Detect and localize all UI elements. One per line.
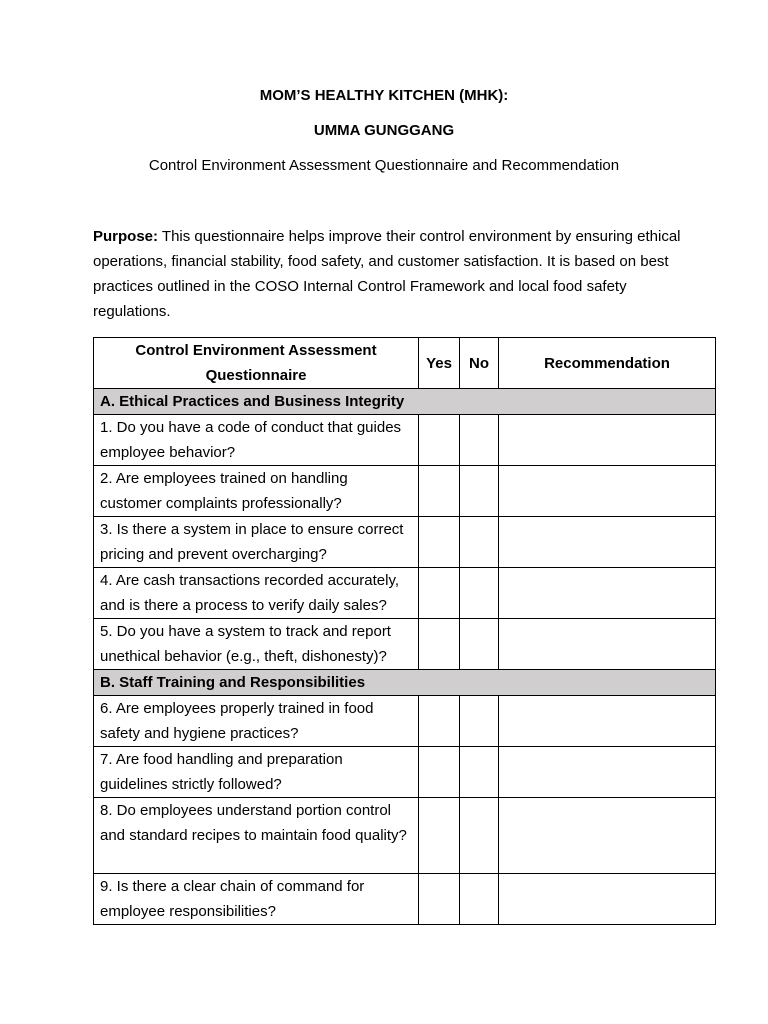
yes-cell[interactable] bbox=[419, 798, 460, 874]
recommendation-cell[interactable] bbox=[499, 747, 716, 798]
no-cell[interactable] bbox=[460, 696, 499, 747]
yes-cell[interactable] bbox=[419, 517, 460, 568]
table-row bbox=[94, 874, 716, 925]
no-cell[interactable] bbox=[460, 415, 499, 466]
question-cell: 5. Do you have a system to track and report unethical behavior (e.g., theft, dishonesty)? bbox=[94, 619, 419, 670]
table-row bbox=[94, 619, 716, 670]
recommendation-cell[interactable] bbox=[499, 874, 716, 925]
recommendation-cell[interactable] bbox=[499, 568, 716, 619]
yes-cell[interactable] bbox=[419, 696, 460, 747]
question-cell: 6. Are employees properly trained in food safety and hygiene practices? bbox=[94, 696, 419, 747]
question-cell: 2. Are employees trained on handling customer complaints professionally? bbox=[94, 466, 419, 517]
table-row bbox=[94, 466, 716, 517]
document-subtitle: Control Environment Assessment Questionnaire and Recommendation bbox=[148, 157, 620, 174]
location-title: UMMA GUNGGANG bbox=[313, 122, 455, 139]
no-cell[interactable] bbox=[460, 747, 499, 798]
purpose-text: This questionnaire helps improve their control environment by ensuring ethical operations, financial stability, food safety, and customer satisfaction. It is based on best practices outlined in the COSO Internal Control Framework and local food safety regulations. bbox=[93, 228, 681, 320]
section-row-a bbox=[94, 389, 716, 415]
no-cell[interactable] bbox=[460, 568, 499, 619]
no-cell[interactable] bbox=[460, 874, 499, 925]
table-row bbox=[94, 517, 716, 568]
table-header-row bbox=[94, 338, 716, 389]
purpose-paragraph bbox=[93, 224, 683, 324]
company-title: MOM’S HEALTHY KITCHEN (MHK): bbox=[259, 87, 509, 104]
recommendation-cell[interactable] bbox=[499, 466, 716, 517]
question-cell: 8. Do employees understand portion control and standard recipes to maintain food quality? bbox=[94, 798, 419, 874]
yes-cell[interactable] bbox=[419, 415, 460, 466]
question-cell: 4. Are cash transactions recorded accurately, and is there a process to verify daily sales? bbox=[94, 568, 419, 619]
question-cell: 7. Are food handling and preparation guidelines strictly followed? bbox=[94, 747, 419, 798]
recommendation-cell[interactable] bbox=[499, 619, 716, 670]
recommendation-cell[interactable] bbox=[499, 798, 716, 874]
question-cell: 3. Is there a system in place to ensure correct pricing and prevent overcharging? bbox=[94, 517, 419, 568]
recommendation-cell[interactable] bbox=[499, 696, 716, 747]
recommendation-cell[interactable] bbox=[499, 517, 716, 568]
questionnaire-table bbox=[93, 337, 716, 925]
header-yes: Yes bbox=[419, 338, 460, 389]
no-cell[interactable] bbox=[460, 619, 499, 670]
header-questionnaire: Control Environment Assessment Questionnaire bbox=[94, 338, 419, 389]
yes-cell[interactable] bbox=[419, 747, 460, 798]
section-title: A. Ethical Practices and Business Integrity bbox=[94, 389, 716, 415]
table-row bbox=[94, 747, 716, 798]
yes-cell[interactable] bbox=[419, 874, 460, 925]
no-cell[interactable] bbox=[460, 798, 499, 874]
table-row bbox=[94, 568, 716, 619]
table-row bbox=[94, 696, 716, 747]
question-cell: 9. Is there a clear chain of command for employee responsibilities? bbox=[94, 874, 419, 925]
no-cell[interactable] bbox=[460, 517, 499, 568]
purpose-label: Purpose: bbox=[93, 228, 159, 245]
no-cell[interactable] bbox=[460, 466, 499, 517]
yes-cell[interactable] bbox=[419, 568, 460, 619]
section-title: B. Staff Training and Responsibilities bbox=[94, 670, 716, 696]
yes-cell[interactable] bbox=[419, 619, 460, 670]
table-row bbox=[94, 415, 716, 466]
yes-cell[interactable] bbox=[419, 466, 460, 517]
question-cell: 1. Do you have a code of conduct that guides employee behavior? bbox=[94, 415, 419, 466]
section-row-b bbox=[94, 670, 716, 696]
recommendation-cell[interactable] bbox=[499, 415, 716, 466]
table-row bbox=[94, 798, 716, 874]
header-recommendation: Recommendation bbox=[499, 338, 716, 389]
header-no: No bbox=[460, 338, 499, 389]
